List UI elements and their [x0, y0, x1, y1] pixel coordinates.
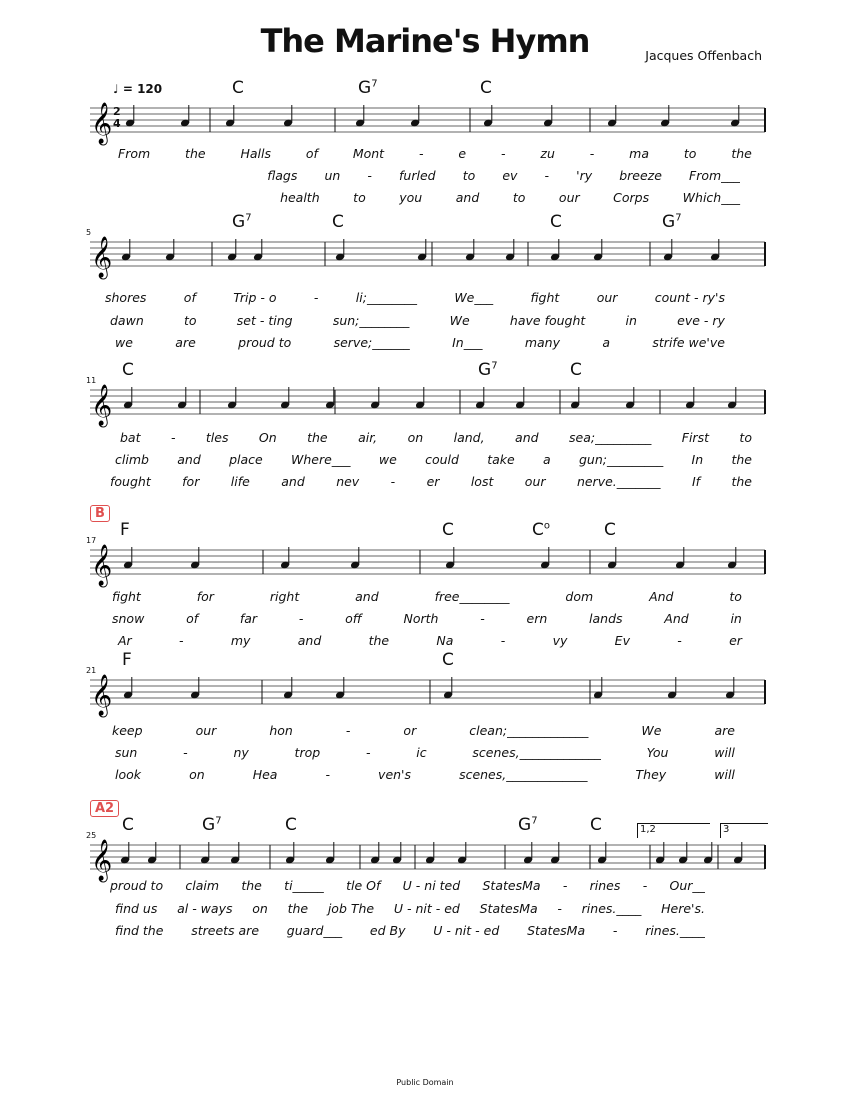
lyric-syllable: And: [649, 589, 674, 604]
lyric-syllable: Our__: [669, 878, 705, 893]
lyric-syllable: tles: [205, 430, 229, 445]
lyric-syllable: take: [487, 452, 515, 467]
lyric-syllable: Corps: [613, 190, 650, 205]
lyric-syllable: First: [681, 430, 709, 445]
lyric-syllable: off: [345, 611, 362, 626]
lyric-syllable: strife we've: [652, 335, 725, 350]
lyric-syllable: Na: [436, 633, 454, 648]
lyric-syllable: we: [378, 452, 397, 467]
lyric-syllable: ev: [502, 168, 518, 183]
lyric-syllable: Hea: [252, 767, 278, 782]
lyric-syllable: streets are: [191, 923, 260, 938]
chord-root: C: [122, 360, 134, 380]
chord-root: G: [358, 78, 372, 98]
lyric-syllable: for: [196, 589, 214, 604]
lyric-syllable: are: [714, 723, 735, 738]
lyric-syllable: the: [368, 633, 390, 648]
chord-quality: o: [543, 520, 550, 532]
lyric-syllable: the: [307, 430, 328, 445]
lyric-syllable: ic: [416, 745, 427, 760]
lyric-syllable: to: [512, 190, 526, 205]
lyric-syllable: Trip - o: [233, 290, 277, 305]
lyric-syllable: Mont: [352, 146, 385, 161]
lyric-syllable: land,: [453, 430, 485, 445]
chord-root: G: [232, 212, 246, 232]
lyric-syllable: -: [183, 745, 188, 760]
lyric-syllable: health: [280, 190, 320, 205]
chord-root: C: [590, 815, 602, 835]
lyric-syllable: They: [635, 767, 667, 782]
chord-root: C: [604, 520, 616, 540]
treble-clef-icon: 𝄞: [91, 103, 113, 144]
lyric-syllable: bat: [120, 430, 141, 445]
lyric-syllable: StatesMa: [482, 878, 541, 893]
chord-root: C: [570, 360, 582, 380]
lyric-syllable: and: [455, 190, 480, 205]
lyric-syllable: and: [281, 474, 305, 489]
lyric-syllable: e: [458, 146, 467, 161]
lyric-syllable: shores: [105, 290, 147, 305]
lyric-syllable: find the: [115, 923, 164, 938]
lyric-syllable: on: [407, 430, 424, 445]
chord-symbol: [518, 815, 538, 835]
lyric-syllable: -: [313, 290, 319, 305]
lyric-syllable: -: [612, 923, 618, 938]
lyric-syllable: find us: [115, 901, 158, 916]
lyric-syllable: many: [524, 335, 560, 350]
chord-root: C: [232, 78, 244, 98]
lyric-syllable: -: [480, 611, 485, 626]
lyric-syllable: you: [399, 190, 423, 205]
lyric-syllable: -: [325, 767, 330, 782]
volta-bracket: 3: [720, 823, 768, 838]
lyric-syllable: fight: [112, 589, 141, 604]
lyric-syllable: -: [179, 633, 184, 648]
lyric-syllable: far: [239, 611, 258, 626]
lyric-syllable: vy: [552, 633, 568, 648]
lyric-syllable: and: [177, 452, 201, 467]
lyric-syllable: We: [449, 313, 470, 328]
chord-root: C: [532, 520, 544, 540]
lyric-syllable: count - ry's: [654, 290, 725, 305]
chord-symbol: [202, 815, 222, 835]
lyric-syllable: On: [258, 430, 277, 445]
lyric-syllable: the: [731, 452, 752, 467]
lyric-syllable: of: [186, 611, 199, 626]
lyric-syllable: nerve._______: [576, 474, 661, 489]
lyric-syllable: keep: [112, 723, 143, 738]
chord-root: G: [478, 360, 492, 380]
chord-quality: 7: [371, 78, 378, 90]
lyric-syllable: proud to: [110, 878, 164, 893]
chord-root: C: [550, 212, 562, 232]
lyric-syllable: North: [403, 611, 439, 626]
lyric-syllable: air,: [358, 430, 378, 445]
lyric-syllable: From: [118, 146, 151, 161]
lyric-syllable: ed By: [369, 923, 406, 938]
treble-clef-icon: 𝄞: [91, 840, 113, 881]
copyright-footer: Public Domain: [396, 1078, 454, 1087]
treble-clef-icon: 𝄞: [91, 237, 113, 278]
lyric-syllable: tle Of: [346, 878, 381, 893]
lyric-syllable: clean;_____________: [469, 723, 589, 738]
lyric-syllable: or: [403, 723, 417, 738]
lyric-syllable: U - nit - ed: [393, 901, 460, 916]
time-signature: 2 4: [113, 105, 121, 130]
lyric-syllable: dom: [565, 589, 594, 604]
lyric-syllable: we: [115, 335, 133, 350]
lyric-syllable: -: [367, 168, 372, 183]
lyric-syllable: ma: [629, 146, 650, 161]
lyric-syllable: sun: [115, 745, 138, 760]
lyric-syllable: furled: [399, 168, 436, 183]
lyric-syllable: -: [418, 146, 424, 161]
lyric-syllable: will: [714, 745, 735, 760]
lyric-syllable: my: [230, 633, 251, 648]
lyric-syllable: for: [182, 474, 200, 489]
lyric-syllable: fought: [110, 474, 151, 489]
song-title: The Marine's Hymn: [260, 22, 590, 60]
lyric-syllable: If: [691, 474, 701, 489]
lyric-syllable: StatesMa: [527, 923, 586, 938]
lyric-syllable: -: [642, 878, 648, 893]
lyric-syllable: to: [462, 168, 476, 183]
chord-root: F: [120, 520, 130, 540]
lyric-syllable: our: [524, 474, 546, 489]
lyric-syllable: to: [353, 190, 366, 205]
lyric-syllable: U - nit - ed: [433, 923, 500, 938]
lyric-syllable: proud to: [238, 335, 292, 350]
lyric-syllable: to: [183, 313, 197, 328]
measure-number: 21: [86, 666, 97, 675]
lyric-syllable: eve - ry: [677, 313, 725, 328]
lyric-syllable: -: [544, 168, 550, 183]
lyric-syllable: to: [739, 430, 752, 445]
lyric-syllable: on: [189, 767, 205, 782]
lyric-syllable: the: [241, 878, 262, 893]
measure-number: 17: [86, 536, 97, 545]
lyric-syllable: trop: [294, 745, 321, 760]
lyric-syllable: Halls: [240, 146, 271, 161]
lyric-syllable: In___: [452, 335, 483, 350]
lyric-syllable: 'ry: [576, 168, 593, 183]
lyric-syllable: ny: [233, 745, 249, 760]
lyric-syllable: scenes,_____________: [472, 745, 601, 760]
lyric-syllable: lost: [470, 474, 494, 489]
lyric-syllable: er: [729, 633, 742, 648]
lyric-syllable: and: [515, 430, 539, 445]
chord-root: C: [442, 650, 454, 670]
chord-root: C: [442, 520, 454, 540]
lyric-syllable: lands: [589, 611, 623, 626]
lyric-syllable: climb: [115, 452, 149, 467]
lyric-syllable: gun;_________: [579, 452, 664, 467]
chord-root: C: [332, 212, 344, 232]
lyric-syllable: breeze: [619, 168, 662, 183]
chord-root: G: [662, 212, 676, 232]
chord-quality: 7: [491, 360, 498, 372]
lyric-syllable: and: [355, 589, 379, 604]
lyric-syllable: our: [558, 190, 580, 205]
lyric-syllable: in: [625, 313, 637, 328]
lyric-syllable: nev: [336, 474, 360, 489]
lyric-syllable: a: [543, 452, 551, 467]
lyric-syllable: hon: [269, 723, 293, 738]
lyric-syllable: zu: [540, 146, 555, 161]
lyric-syllable: are: [175, 335, 196, 350]
lyric-syllable: -: [500, 633, 506, 648]
lyric-syllable: of: [305, 146, 318, 161]
rehearsal-mark: B: [90, 505, 110, 522]
treble-clef-icon: 𝄞: [91, 545, 113, 586]
lyric-syllable: could: [425, 452, 459, 467]
chord-symbol: [122, 815, 134, 835]
chord-root: C: [285, 815, 297, 835]
rehearsal-mark: A2: [90, 800, 119, 817]
lyric-syllable: In: [691, 452, 704, 467]
lyric-syllable: of: [183, 290, 196, 305]
treble-clef-icon: 𝄞: [91, 385, 113, 426]
lyric-syllable: -: [390, 474, 396, 489]
lyric-syllable: our: [596, 290, 618, 305]
lyric-syllable: -: [589, 146, 595, 161]
treble-clef-icon: 𝄞: [91, 675, 113, 716]
lyric-syllable: and: [297, 633, 322, 648]
lyric-syllable: place: [229, 452, 263, 467]
lyric-syllable: job The: [327, 901, 375, 916]
lyric-syllable: on: [252, 901, 268, 916]
lyric-syllable: dawn: [110, 313, 144, 328]
lyric-syllable: -: [365, 745, 371, 760]
lyric-syllable: -: [170, 430, 176, 445]
chord-root: G: [202, 815, 216, 835]
lyric-syllable: the: [185, 146, 206, 161]
lyric-syllable: sun;________: [332, 313, 410, 328]
lyric-syllable: the: [287, 901, 309, 916]
lyric-syllable: You: [646, 745, 669, 760]
lyric-syllable: guard___: [286, 923, 343, 938]
lyrics-verse-1: [110, 878, 705, 893]
tempo-marking: ♩ = 120: [113, 82, 163, 96]
lyric-syllable: the: [731, 146, 752, 161]
chord-quality: 7: [675, 212, 682, 224]
lyric-syllable: set - ting: [236, 313, 293, 328]
lyric-syllable: have fought: [509, 313, 586, 328]
lyric-syllable: un: [324, 168, 341, 183]
lyric-syllable: right: [269, 589, 300, 604]
composer: Jacques Offenbach: [645, 48, 762, 63]
lyric-syllable: to: [729, 589, 742, 604]
lyric-syllable: -: [500, 146, 506, 161]
chord-quality: 7: [531, 815, 538, 827]
lyric-syllable: life: [230, 474, 250, 489]
lyric-syllable: sea;_________: [569, 430, 652, 445]
lyric-syllable: claim: [185, 878, 220, 893]
lyric-syllable: U - ni ted: [402, 878, 461, 893]
lyric-syllable: -: [345, 723, 351, 738]
lyrics-verse-3: [115, 923, 705, 938]
lyric-syllable: snow: [112, 611, 145, 626]
lyric-syllable: our: [195, 723, 217, 738]
lyric-syllable: look: [115, 767, 142, 782]
lyric-syllable: ti_____: [284, 878, 324, 893]
chord-quality: 7: [215, 815, 222, 827]
lyric-syllable: the: [731, 474, 752, 489]
lyric-syllable: scenes,_____________: [459, 767, 588, 782]
lyric-syllable: -: [562, 878, 568, 893]
chord-root: C: [122, 815, 134, 835]
lyric-syllable: rines: [589, 878, 621, 893]
lyric-syllable: StatesMa: [479, 901, 538, 916]
lyric-syllable: free________: [434, 589, 510, 604]
lyric-syllable: Ar: [118, 633, 132, 648]
lyric-syllable: li;________: [355, 290, 417, 305]
lyric-syllable: rines.____: [581, 901, 642, 916]
chord-symbol: [285, 815, 297, 835]
chord-root: C: [480, 78, 492, 98]
lyrics-verse-2: [115, 901, 705, 916]
lyric-syllable: flags: [267, 168, 298, 183]
lyric-syllable: We: [641, 723, 662, 738]
lyric-syllable: Here's.: [661, 901, 705, 916]
lyric-syllable: -: [557, 901, 562, 916]
lyric-syllable: -: [298, 611, 304, 626]
lyric-syllable: We___: [454, 290, 494, 305]
chord-quality: 7: [245, 212, 252, 224]
lyric-syllable: to: [683, 146, 697, 161]
lyric-syllable: in: [730, 611, 742, 626]
chord-symbol: [590, 815, 602, 835]
lyric-syllable: al - ways: [177, 901, 233, 916]
lyric-syllable: fight: [530, 290, 560, 305]
lyric-syllable: From___: [689, 168, 740, 183]
measure-number: 5: [86, 228, 92, 237]
lyric-syllable: Where___: [291, 452, 351, 467]
chord-root: G: [518, 815, 532, 835]
lyric-syllable: Which___: [682, 190, 740, 205]
lyric-syllable: will: [714, 767, 735, 782]
lyric-syllable: And: [664, 611, 689, 626]
volta-bracket: 1,2: [637, 823, 710, 838]
lyric-syllable: rines.____: [645, 923, 705, 938]
lyric-syllable: -: [677, 633, 682, 648]
lyric-syllable: serve;______: [333, 335, 410, 350]
lyric-syllable: a: [602, 335, 611, 350]
chord-root: F: [122, 650, 132, 670]
lyric-syllable: ven's: [378, 767, 412, 782]
measure-number: 25: [86, 831, 97, 840]
lyric-syllable: ern: [526, 611, 548, 626]
measure-number: 11: [86, 376, 97, 385]
lyric-syllable: er: [426, 474, 440, 489]
lyric-syllable: Ev: [614, 633, 630, 648]
